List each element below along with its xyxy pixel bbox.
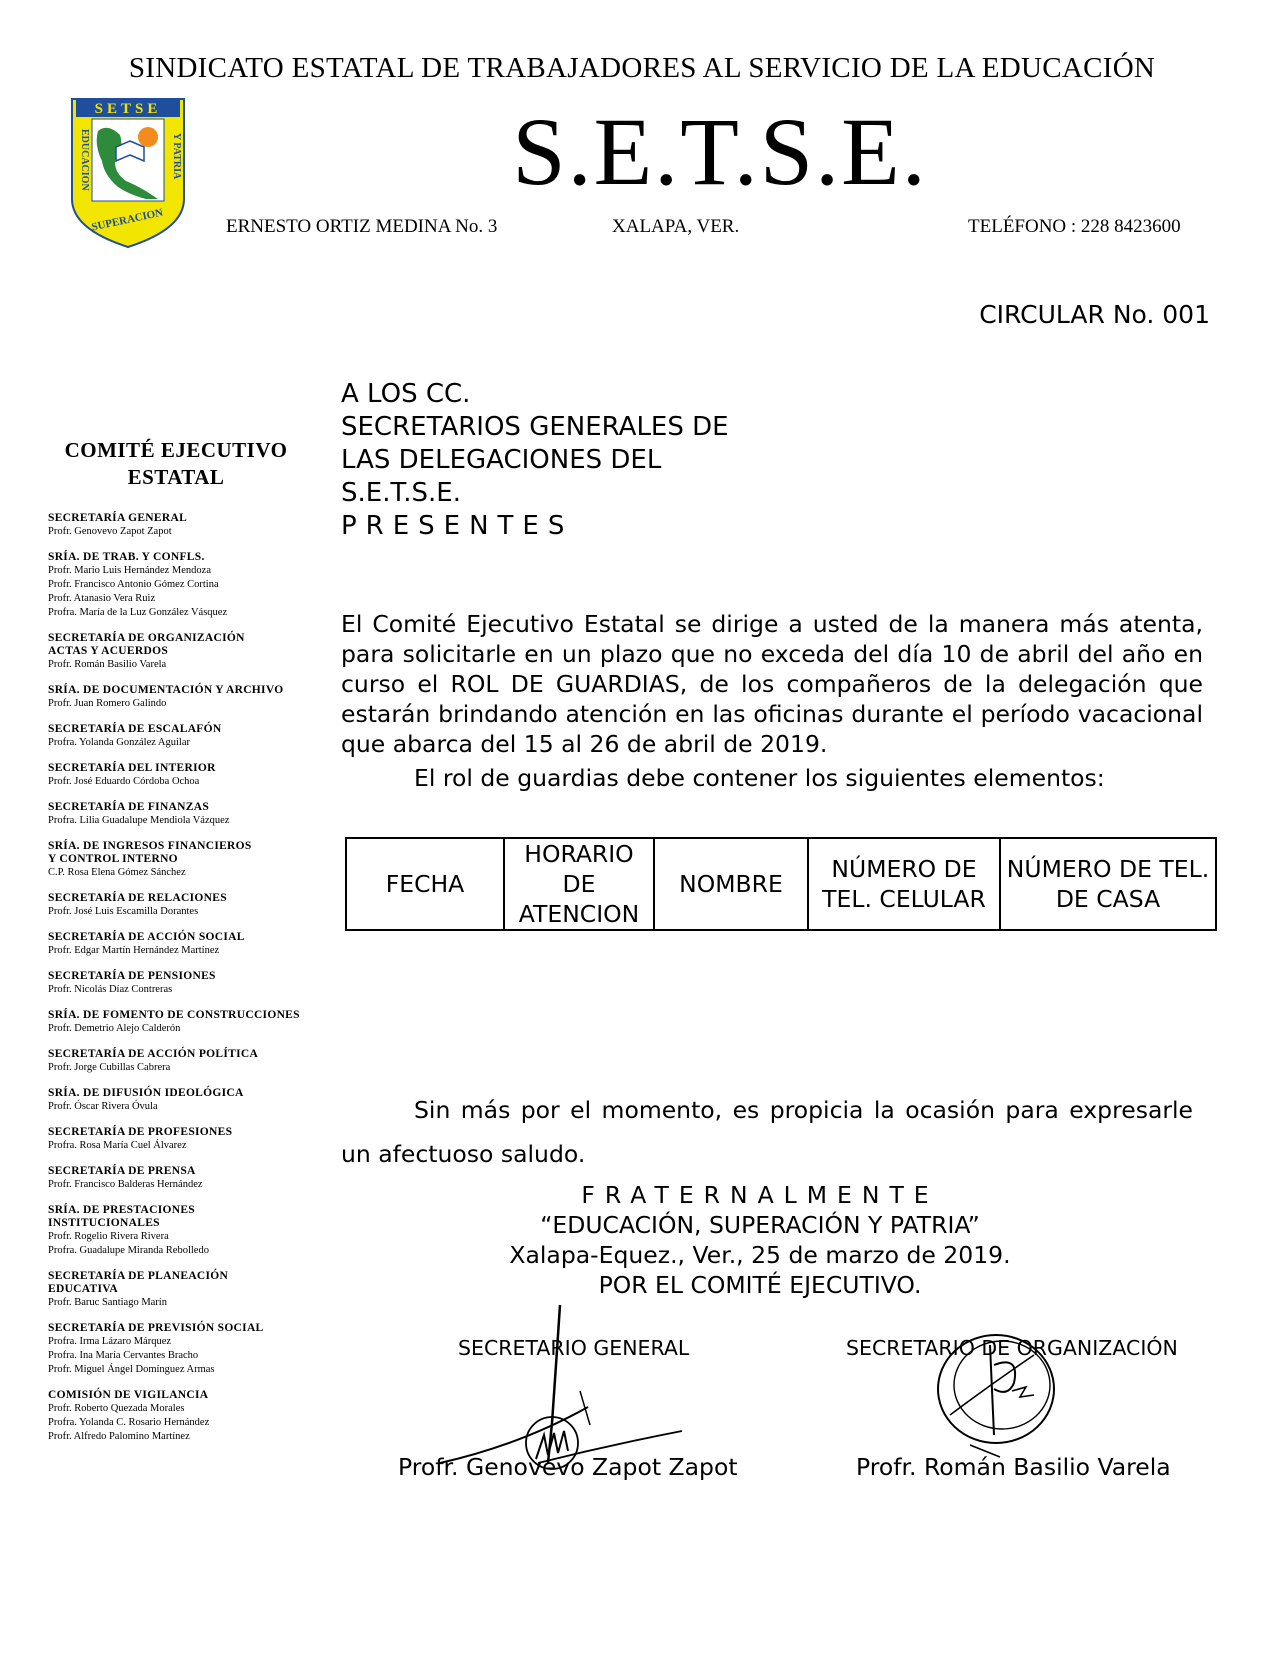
committee-group xyxy=(48,762,328,789)
committee-group xyxy=(48,723,328,750)
committee-sidebar xyxy=(48,512,328,1456)
committee-member: Profr. Jorge Cubillas Cabrera xyxy=(48,1062,171,1073)
committee-group xyxy=(48,931,328,958)
closing-paragraph: Sin más por el momento, es propicia la ocasión para expresarle un afectuoso saludo. xyxy=(341,1096,1193,1168)
committee-member: Profr. Óscar Rivera Óvula xyxy=(48,1101,158,1112)
committee-member: Profr. Roberto Quezada Morales xyxy=(48,1403,185,1414)
committee-group xyxy=(48,632,328,672)
committee-member: Profr. Francisco Antonio Gómez Cortina xyxy=(48,579,219,590)
table-header: NOMBRE xyxy=(654,838,808,930)
committee-member: Profr. Rogelio Rivera Rivera xyxy=(48,1231,169,1242)
committee-office-title: SECRETARÍA GENERAL xyxy=(48,512,188,524)
committee-group xyxy=(48,970,328,997)
table-header: FECHA xyxy=(346,838,504,930)
address-city: XALAPA, VER. xyxy=(612,216,740,237)
committee-group xyxy=(48,551,328,620)
committee-office-title: SECRETARÍA DE PRENSA xyxy=(48,1165,196,1177)
committee-office-title: SECRETARÍA DE ACCIÓN SOCIAL xyxy=(48,931,245,943)
committee-group xyxy=(48,1009,328,1036)
union-acronym: S.E.T.S.E. xyxy=(512,98,928,205)
committee-office-title: SRÍA. DE INGRESOS FINANCIEROS Y CONTROL INTERNO xyxy=(48,840,252,865)
signature-mark xyxy=(430,1295,690,1475)
circular-number: CIRCULAR No. 001 xyxy=(979,300,1210,329)
committee-member: Profra. María de la Luz González Vásquez xyxy=(48,607,228,618)
committee-office-title: SECRETARÍA DE FINANZAS xyxy=(48,801,210,813)
committee-member: Profr. Miguel Ángel Domínguez Armas xyxy=(48,1364,215,1375)
signature-title-general: SECRETARIO GENERAL xyxy=(458,1336,690,1360)
committee-office-title: SECRETARÍA DE ESCALAFÓN xyxy=(48,723,222,735)
recipient-line: S.E.T.S.E. xyxy=(341,478,461,508)
body-paragraph: El rol de guardias debe contener los siguientes elementos: xyxy=(414,764,1105,792)
closing-fraternal: FRATERNALMENTE xyxy=(581,1181,939,1209)
committee-member: Profra. Yolanda González Aguilar xyxy=(48,737,191,748)
committee-member: Profra. Rosa María Cuel Álvarez xyxy=(48,1140,187,1151)
committee-office-title: COMISIÓN DE VIGILANCIA xyxy=(48,1389,209,1401)
committee-office-title: SECRETARÍA DE ORGANIZACIÓN ACTAS Y ACUERDOS xyxy=(48,632,245,657)
committee-member: Profra. Lilia Guadalupe Mendiola Vázquez xyxy=(48,815,230,826)
signature-title-organization: SECRETARIO DE ORGANIZACIÓN xyxy=(846,1336,1178,1360)
closing-place-date: Xalapa-Equez., Ver., 25 de marzo de 2019. xyxy=(509,1241,1011,1269)
closing-motto: “EDUCACIÓN, SUPERACIÓN Y PATRIA” xyxy=(540,1211,980,1239)
table-header: HORARIO DE ATENCION xyxy=(504,838,654,930)
recipient-line: SECRETARIOS GENERALES DE xyxy=(341,412,729,442)
setse-logo xyxy=(68,95,188,251)
committee-member: Profr. Genovevo Zapot Zapot xyxy=(48,526,172,537)
committee-member: Profr. Nicolás Díaz Contreras xyxy=(48,984,173,995)
committee-office-title: SECRETARÍA DE PREVISIÓN SOCIAL xyxy=(48,1322,264,1334)
committee-group xyxy=(48,1126,328,1153)
table-header: NÚMERO DE TEL. CELULAR xyxy=(808,838,1000,930)
address-street: ERNESTO ORTIZ MEDINA No. 3 xyxy=(226,216,498,237)
committee-member: Profr. Alfredo Palomino Martínez xyxy=(48,1431,190,1442)
committee-member: Profr. Baruc Santiago Marín xyxy=(48,1297,167,1308)
committee-office-title: SECRETARÍA DE PLANEACIÓN EDUCATIVA xyxy=(48,1270,229,1295)
committee-group xyxy=(48,801,328,828)
committee-member: Profr. Mario Luis Hernández Mendoza xyxy=(48,565,211,576)
body-paragraph: El Comité Ejecutivo Estatal se dirige a usted de la manera más atenta, para solicitarle en un plazo que no exceda del día 10 de abril del año en curso el ROL DE GUARDIAS, de los compañeros de la delegación que estarán brindando atención en las oficinas durante el período vacacional que abarca del 15 al 26 de abril de 2019. xyxy=(341,610,1203,758)
committee-member: Profra. Guadalupe Miranda Rebolledo xyxy=(48,1245,209,1256)
svg-text:SETSE: SETSE xyxy=(94,101,162,117)
committee-office-title: SRÍA. DE DIFUSIÓN IDEOLÓGICA xyxy=(48,1087,244,1099)
committee-office-title: SRÍA. DE TRAB. Y CONFLS. xyxy=(48,551,205,563)
committee-title: COMITÉ EJECUTIVO ESTATAL xyxy=(64,438,288,489)
recipient-presentes: PRESENTES xyxy=(341,511,574,541)
committee-office-title: SECRETARÍA DE PROFESIONES xyxy=(48,1126,233,1138)
committee-group xyxy=(48,892,328,919)
committee-office-title: SECRETARÍA DE PENSIONES xyxy=(48,970,216,982)
logo-right-text: Y PATRIA xyxy=(171,133,182,180)
committee-group xyxy=(48,684,328,711)
committee-office-title: SECRETARÍA DE ACCIÓN POLÍTICA xyxy=(48,1048,259,1060)
committee-group xyxy=(48,1048,328,1075)
committee-group xyxy=(48,1204,328,1258)
committee-member: Profr. Atanasio Vera Ruiz xyxy=(48,593,156,604)
recipient-line: LAS DELEGACIONES DEL xyxy=(341,445,662,475)
union-name: SINDICATO ESTATAL DE TRABAJADORES AL SERVICIO DE LA EDUCACIÓN xyxy=(128,52,1156,84)
committee-member: Profr. Román Basilio Varela xyxy=(48,659,167,670)
committee-group xyxy=(48,1389,328,1444)
committee-group xyxy=(48,1087,328,1114)
committee-member: Profr. José Eduardo Córdoba Ochoa xyxy=(48,776,200,787)
committee-group xyxy=(48,1322,328,1377)
committee-member: Profra. Yolanda C. Rosario Hernández xyxy=(48,1417,210,1428)
committee-member: Profr. Francisco Balderas Hernández xyxy=(48,1179,203,1190)
address-phone: TELÉFONO : 228 8423600 xyxy=(968,216,1181,237)
guard-roster-table xyxy=(345,837,1217,931)
committee-member: C.P. Rosa Elena Gómez Sánchez xyxy=(48,867,186,878)
committee-group xyxy=(48,512,328,539)
committee-group xyxy=(48,840,328,880)
committee-member: Profr. Edgar Martín Hernández Martínez xyxy=(48,945,220,956)
logo-left-text: EDUCACION xyxy=(79,129,90,191)
table-header: NÚMERO DE TEL. DE CASA xyxy=(1000,838,1216,930)
closing-committee: POR EL COMITÉ EJECUTIVO. xyxy=(598,1271,922,1299)
committee-group xyxy=(48,1165,328,1192)
committee-group xyxy=(48,1270,328,1310)
committee-member: Profr. Juan Romero Galindo xyxy=(48,698,167,709)
committee-office-title: SRÍA. DE FOMENTO DE CONSTRUCCIONES xyxy=(48,1009,300,1021)
committee-office-title: SRÍA. DE DOCUMENTACIÓN Y ARCHIVO xyxy=(48,684,284,696)
recipient-line: A LOS CC. xyxy=(341,379,471,409)
recipients-block xyxy=(341,378,729,543)
logo-bottom-text: SUPERACION xyxy=(90,206,165,234)
committee-office-title: SRÍA. DE PRESTACIONES INSTITUCIONALES xyxy=(48,1204,195,1229)
committee-office-title: SECRETARÍA DE RELACIONES xyxy=(48,892,227,904)
committee-member: Profr. José Luis Escamilla Dorantes xyxy=(48,906,199,917)
signature-name-organization: Profr. Román Basilio Varela xyxy=(856,1453,1171,1481)
committee-office-title: SECRETARÍA DEL INTERIOR xyxy=(48,762,216,774)
signature-name-general: Profr. Genovevo Zapot Zapot xyxy=(398,1453,738,1481)
committee-member: Profra. Ina María Cervantes Bracho xyxy=(48,1350,199,1361)
committee-member: Profra. Irma Lázaro Márquez xyxy=(48,1336,172,1347)
committee-member: Profr. Demetrio Alejo Calderón xyxy=(48,1023,181,1034)
